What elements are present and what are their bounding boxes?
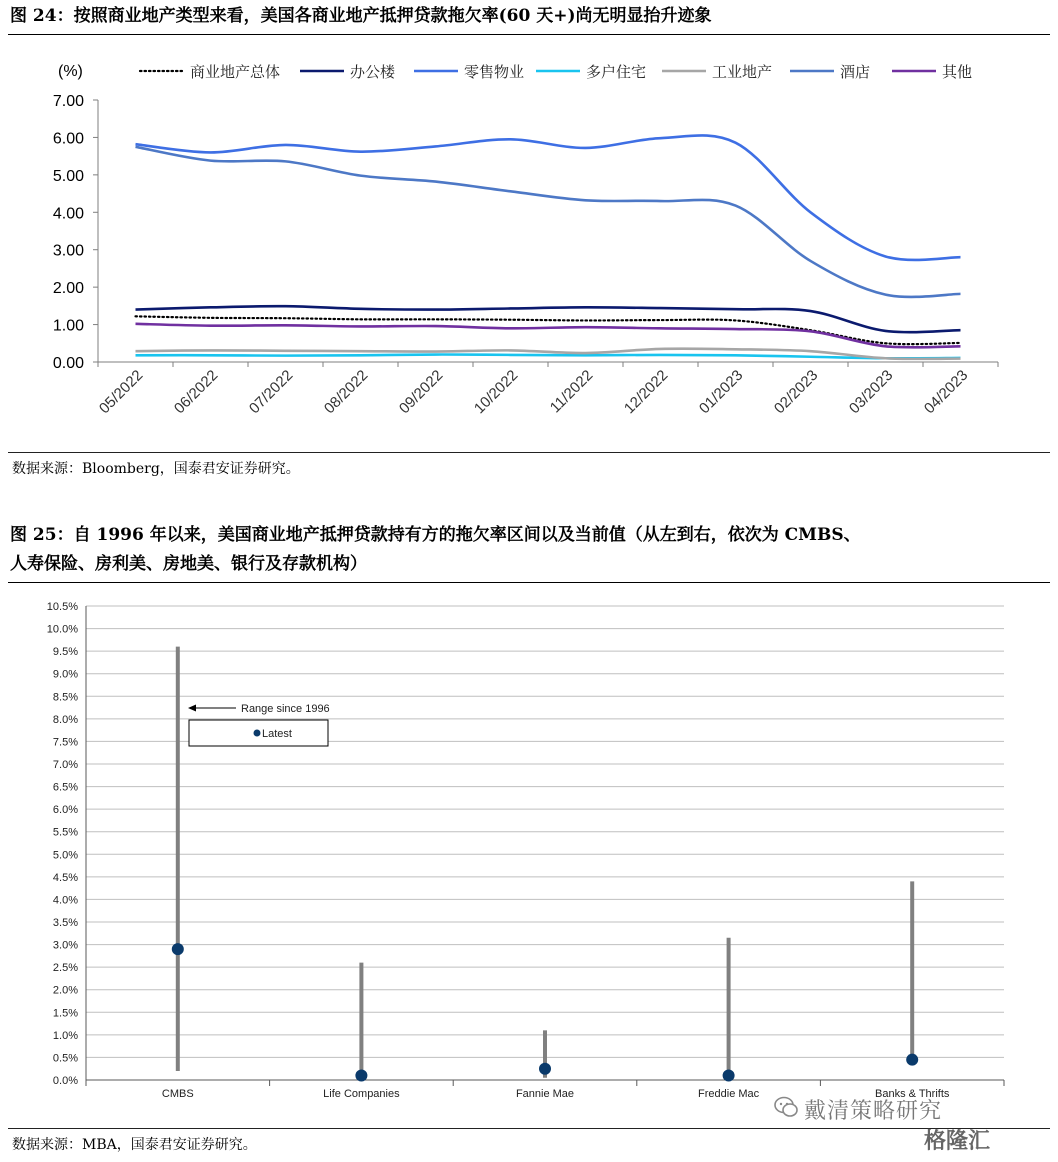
y-tick-label: 2.00 — [52, 280, 84, 298]
legend-latest-marker — [254, 730, 261, 737]
legend-label-total: 商业地产总体 — [190, 63, 281, 81]
figure25-range-chart — [0, 588, 1058, 1128]
y-tick-label: 0.5% — [52, 1052, 78, 1065]
y-tick-label: 3.5% — [52, 917, 78, 929]
wechat-icon — [774, 1096, 798, 1118]
figure24-title: 图 24：按照商业地产类型来看，美国各商业地产抵押贷款拖欠率(60 天+)尚无明显抬升迹象 — [10, 6, 712, 26]
legend-range-arrowhead — [188, 705, 196, 712]
y-tick-label: 3.00 — [52, 242, 84, 260]
y-tick-label: 9.5% — [52, 646, 78, 659]
y-tick-label: 7.00 — [52, 93, 84, 110]
series-line-multifamily — [136, 355, 961, 359]
legend-label-industrial: 工业地产 — [712, 63, 773, 81]
y-tick-label: 10.0% — [46, 623, 78, 636]
figure24-bottom-rule — [8, 452, 1050, 453]
x-tick-label: 04/2023 — [920, 366, 972, 418]
y-tick-label: 1.5% — [52, 1007, 78, 1020]
legend-label-multifamily: 多户住宅 — [586, 63, 647, 81]
series-line-retail — [136, 135, 961, 260]
y-tick-label: 7.0% — [52, 759, 78, 771]
x-tick-label: 10/2022 — [470, 366, 522, 418]
legend-label-retail: 零售物业 — [464, 63, 525, 81]
x-tick-label: 05/2022 — [95, 366, 147, 418]
y-tick-label: 0.0% — [52, 1075, 78, 1087]
y-tick-label: 0.00 — [52, 355, 84, 372]
x-tick-label: 09/2022 — [395, 366, 447, 418]
x-tick-label: 03/2023 — [845, 366, 897, 418]
y-tick-label: 10.5% — [46, 601, 78, 613]
figure24-top-rule — [8, 34, 1050, 35]
y-tick-label: 5.0% — [52, 849, 78, 862]
legend-latest-label: Latest — [262, 728, 292, 740]
y-tick-label: 6.0% — [52, 804, 78, 817]
y-tick-label: 3.0% — [52, 939, 78, 952]
legend-label-office: 办公楼 — [350, 63, 396, 81]
figure25-top-rule — [8, 582, 1050, 583]
y-tick-label: 2.0% — [52, 984, 78, 997]
figure25-title-line1: 图 25：自 1996 年以来，美国商业地产抵押贷款持有方的拖欠率区间以及当前值（从左到右，依次为 CMBS、 — [10, 525, 861, 545]
y-tick-label: 5.5% — [52, 826, 78, 839]
y-tick-label: 4.5% — [52, 871, 78, 884]
x-category-label: Life Companies — [323, 1088, 400, 1100]
watermark-brand: 格隆汇 — [924, 1129, 991, 1154]
series-line-other — [136, 324, 961, 348]
y-tick-label: 4.0% — [52, 894, 78, 907]
x-tick-label: 06/2022 — [170, 366, 222, 418]
latest-marker — [539, 1063, 551, 1075]
y-tick-label: 6.00 — [52, 130, 84, 148]
x-tick-label: 12/2022 — [620, 366, 672, 418]
y-tick-label: 8.0% — [52, 713, 78, 726]
x-tick-label: 07/2022 — [245, 366, 297, 418]
y-tick-label: 2.5% — [52, 962, 78, 975]
watermark-text: 戴清策略研究 — [804, 1099, 943, 1124]
figure25-source: 数据来源：MBA，国泰君安证券研究。 — [12, 1137, 257, 1153]
y-tick-label: 1.00 — [52, 317, 84, 335]
latest-marker — [172, 943, 184, 955]
y-tick-label: 1.0% — [52, 1029, 78, 1042]
figure25-title-line2: 人寿保险、房利美、房地美、银行及存款机构） — [10, 554, 367, 574]
y-tick-label: 5.00 — [52, 167, 84, 185]
y-tick-label: 4.00 — [52, 205, 84, 223]
series-line-hotel — [136, 147, 961, 297]
x-category-label: CMBS — [161, 1088, 194, 1100]
x-category-label: Freddie Mac — [698, 1088, 760, 1100]
watermark — [804, 1094, 1034, 1154]
x-tick-label: 08/2022 — [320, 366, 372, 418]
latest-marker — [723, 1069, 735, 1081]
x-tick-label: 02/2023 — [770, 366, 822, 418]
legend-range-label: Range since 1996 — [241, 703, 330, 715]
x-category-label: Fannie Mae — [515, 1088, 575, 1100]
latest-marker — [906, 1054, 918, 1066]
series-line-total — [136, 316, 961, 344]
y-tick-label: 7.5% — [52, 736, 78, 749]
latest-marker — [355, 1069, 367, 1081]
x-tick-label: 01/2023 — [695, 366, 747, 418]
x-tick-label: 11/2022 — [546, 366, 597, 417]
y-unit-label: (%) — [58, 63, 83, 80]
y-tick-label: 9.0% — [52, 668, 78, 681]
y-tick-label: 6.5% — [52, 781, 78, 794]
x-category-label: Banks & Thrifts — [875, 1088, 950, 1100]
y-tick-label: 8.5% — [52, 691, 78, 704]
legend-label-hotel: 酒店 — [840, 63, 871, 81]
legend-label-other: 其他 — [942, 63, 973, 81]
figure24-line-chart — [0, 40, 1058, 450]
figure24-source: 数据来源：Bloomberg，国泰君安证券研究。 — [12, 461, 300, 477]
